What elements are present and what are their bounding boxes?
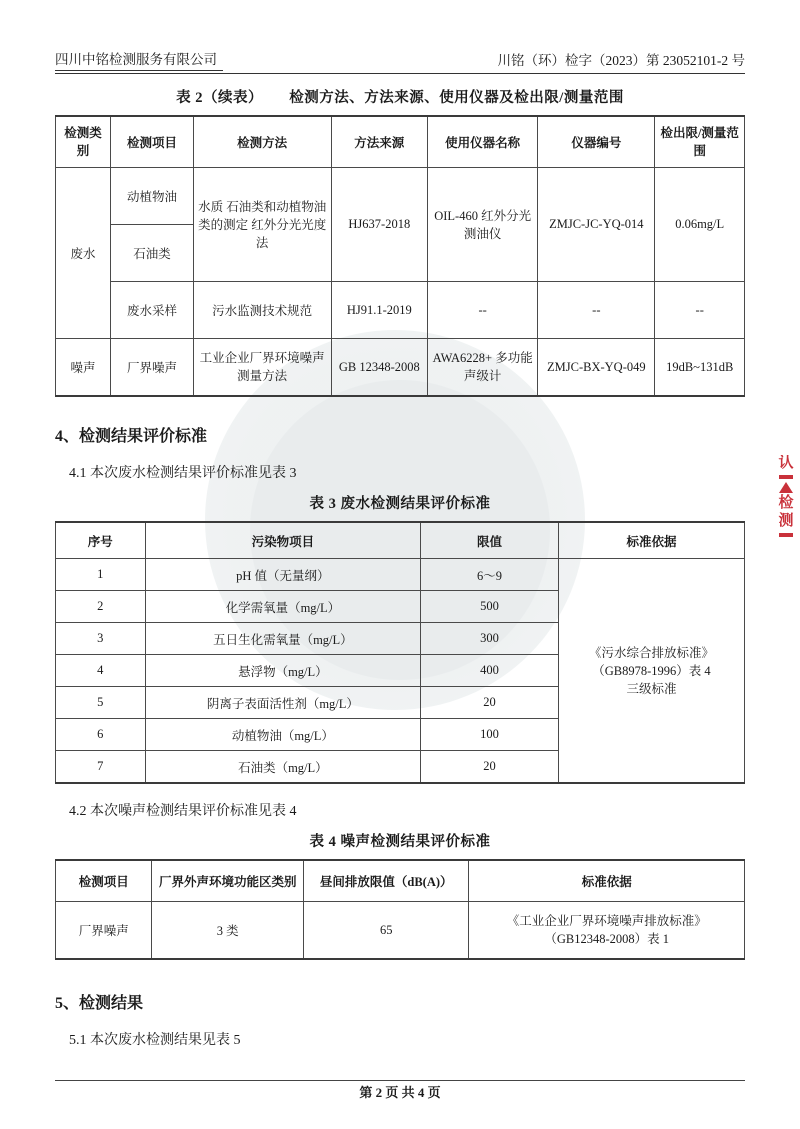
table2-cell-limit-none: -- [655,282,745,339]
paragraph-4-1: 4.1 本次废水检测结果评价标准见表 3 [69,466,297,482]
table4-header-row [56,860,745,902]
table4-cell-basis [469,902,745,960]
table2-cell-instrument-no-014: ZMJC-JC-YQ-014 [538,168,655,282]
paragraph-4-2: 4.2 本次噪声检测结果评价标准见表 4 [69,804,297,820]
table2-cell-item-sampling: 废水采样 [111,282,194,339]
table4-title: 表 4 噪声检测结果评价标准 [309,834,491,851]
stamp-bar-icon [779,475,793,479]
table4-col-basis: 标准依据 [469,860,745,902]
table2-cell-item-boundary-noise: 厂界噪声 [111,339,194,397]
table2-cell-source-gb12348: GB 12348-2008 [331,339,427,397]
table2-header-row [56,116,745,168]
table2-col-instrument-no: 仪器编号 [538,116,655,168]
table4-cell-limit: 65 [304,902,469,960]
paragraph-5-1: 5.1 本次废水检测结果见表 5 [69,1033,241,1049]
table2-cell-category-noise: 噪声 [56,339,111,397]
table3-cell-no-6: 6 [56,719,146,751]
stamp-char-1: 认 [778,455,794,471]
table3-cell-limit-7: 20 [421,751,559,784]
noise-standard-table [55,859,745,960]
table2-cell-limit-006: 0.06mg/L [655,168,745,282]
table3-col-no: 序号 [56,522,146,559]
stamp-char-2: 检 [778,495,794,512]
table2-cell-method-sampling: 污水监测技术规范 [193,282,331,339]
section-4-heading: 4、检测结果评价标准 [55,428,208,446]
table-row [56,339,745,397]
table3-basis-line-2: （GB8978-1996）表 4 [592,663,711,678]
table2-cell-source-hj911: HJ91.1-2019 [331,282,427,339]
table2-cell-item-petroleum: 石油类 [111,225,194,282]
table2-col-instrument: 使用仪器名称 [428,116,538,168]
table3-cell-item-7: 石油类（mg/L） [145,751,421,784]
table-row [56,902,745,960]
table2-col-method: 检测方法 [193,116,331,168]
page-footer: 第 2 页 共 4 页 [359,1085,441,1100]
table-row [56,559,745,591]
table3-cell-no-1: 1 [56,559,146,591]
red-certification-stamp [772,455,800,590]
table3-basis-line-1: 《污水综合排放标准》 [588,645,714,660]
table3-col-basis: 标准依据 [558,522,744,559]
section-5-heading: 5、检测结果 [55,995,144,1013]
table3-header-row [56,522,745,559]
stamp-triangle-icon [779,482,793,493]
table3-cell-item-4: 悬浮物（mg/L） [145,655,421,687]
header-divider [55,73,745,74]
page-header [55,48,745,71]
table2-cell-item-animal-oil: 动植物油 [111,168,194,225]
table-row [56,282,745,339]
table2-title [55,86,745,107]
table3-cell-limit-2: 500 [421,591,559,623]
table3-basis-line-3: 三级标准 [626,681,677,696]
table4-cell-zone: 3 类 [152,902,304,960]
table3-cell-no-5: 5 [56,687,146,719]
table2-cell-limit-noise: 19dB~131dB [655,339,745,397]
report-number: 川铭（环）检字（2023）第 23052101-2 号 [497,53,745,68]
footer-divider [55,1080,745,1081]
table3-col-limit: 限值 [421,522,559,559]
table4-col-limit: 昼间排放限值（dB(A)） [304,860,469,902]
table3-cell-no-7: 7 [56,751,146,784]
table4-col-item: 检测项目 [56,860,152,902]
table2-cell-instrument-none: -- [428,282,538,339]
table3-cell-item-3: 五日生化需氧量（mg/L） [145,623,421,655]
table4-basis-line-2: （GB12348-2008）表 1 [544,932,670,947]
table4-col-zone: 厂界外声环境功能区类别 [152,860,304,902]
table3-cell-no-4: 4 [56,655,146,687]
stamp-bar-icon-2 [779,533,793,537]
table3-cell-no-2: 2 [56,591,146,623]
table3-col-item: 污染物项目 [145,522,421,559]
table3-cell-item-5: 阴离子表面活性剂（mg/L） [145,687,421,719]
table4-basis-line-1: 《工业企业厂界环境噪声排放标准》 [506,914,707,929]
table3-cell-limit-4: 400 [421,655,559,687]
table2-title-prefix: 表 2（续表） [176,90,264,106]
table2-cell-instrument-no-049: ZMJC-BX-YQ-049 [538,339,655,397]
table3-cell-limit-1: 6～9 [421,559,559,591]
company-name: 四川中铭检测服务有限公司 [55,48,223,71]
table2-col-source: 方法来源 [331,116,427,168]
table3-cell-limit-3: 300 [421,623,559,655]
table3-cell-limit-5: 20 [421,687,559,719]
table3-cell-basis [558,559,744,784]
table3-cell-limit-6: 100 [421,719,559,751]
table2-cell-category-wastewater: 废水 [56,168,111,339]
table2-cell-source-hj637: HJ637-2018 [331,168,427,282]
table2-col-item: 检测项目 [111,116,194,168]
table2-cell-method-noise: 工业企业厂界环境噪声测量方法 [193,339,331,397]
table3-cell-item-2: 化学需氧量（mg/L） [145,591,421,623]
table2-cell-instrument-oil460: OIL-460 红外分光测油仪 [428,168,538,282]
table2-cell-instrument-awa: AWA6228+ 多功能声级计 [428,339,538,397]
table2-col-limit: 检出限/测量范围 [655,116,745,168]
table4-cell-item: 厂界噪声 [56,902,152,960]
methods-table [55,115,745,397]
table2-col-category: 检测类别 [56,116,111,168]
table3-title: 表 3 废水检测结果评价标准 [309,496,491,513]
table3-cell-item-6: 动植物油（mg/L） [145,719,421,751]
stamp-char-3: 测 [778,512,794,529]
table2-cell-method-ir: 水质 石油类和动植物油类的测定 红外分光光度法 [193,168,331,282]
table-row [56,168,745,225]
wastewater-standard-table [55,521,745,784]
table3-cell-no-3: 3 [56,623,146,655]
table2-title-main: 检测方法、方法来源、使用仪器及检出限/测量范围 [289,90,624,106]
table3-cell-item-1: pH 值（无量纲） [145,559,421,591]
table2-cell-instrument-no-none: -- [538,282,655,339]
